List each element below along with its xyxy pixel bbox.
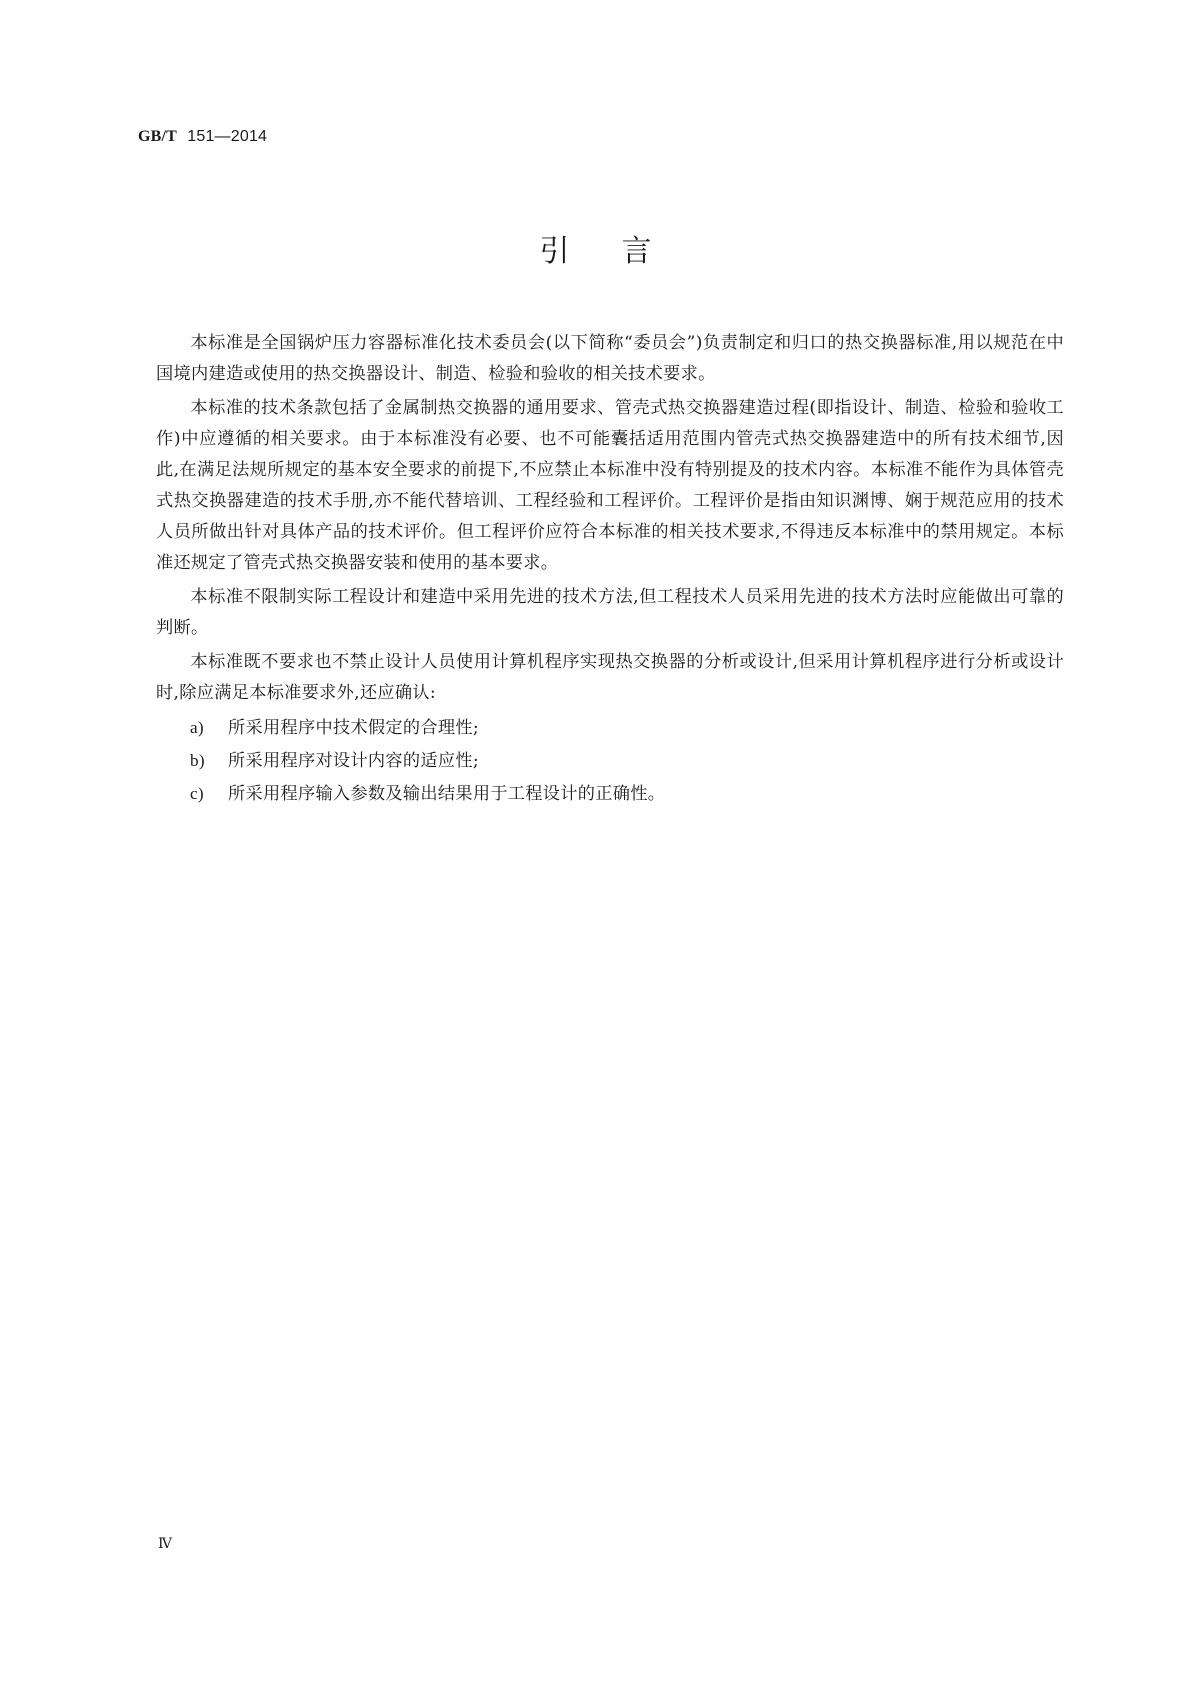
list-text: 所采用程序中技术假定的合理性;: [228, 718, 479, 738]
list-item: [156, 712, 1064, 745]
page-number: Ⅳ: [158, 1537, 172, 1552]
list-marker: b): [190, 751, 205, 770]
list-marker: a): [190, 718, 204, 737]
paragraph: 本标准的技术条款包括了金属制热交换器的通用要求、管壳式热交换器建造过程(即指设计、制造、检验和验收工作)中应遵循的相关要求。由于本标准没有必要、也不可能囊括适用范围内管壳式热交换器建造中的所有技术细节,因此,在满足法规所规定的基本安全要求的前提下,不应禁止本标准中没有特别提及的技术内容。本标准不能作为具体管壳式热交换器建造的技术手册,亦不能代替培训、工程经验和工程评价。工程评价是指由知识渊博、娴于规范应用的技术人员所做出针对具体产品的技术评价。但工程评价应符合本标准的相关技术要求,不得违反本标准中的禁用规定。本标准还规定了管壳式热交换器安装和使用的基本要求。: [156, 398, 1064, 573]
list-item: [156, 778, 1064, 811]
standard-code: GB/T: [138, 128, 178, 145]
list-item: [156, 745, 1064, 778]
standard-code-header: [138, 128, 267, 146]
paragraph: 本标准既不要求也不禁止设计人员使用计算机程序实现热交换器的分析或设计,但采用计算机程序进行分析或设计时,除应满足本标准要求外,还应确认:: [156, 652, 1064, 703]
list-text: 所采用程序对设计内容的适应性;: [228, 751, 479, 771]
list-text: 所采用程序输入参数及输出结果用于工程设计的正确性。: [228, 784, 666, 804]
page-title: 引言: [539, 234, 704, 269]
paragraph: 本标准是全国锅炉压力容器标准化技术委员会(以下简称“委员会”)负责制定和归口的热交换器标准,用以规范在中国境内建造或使用的热交换器设计、制造、检验和验收的相关技术要求。: [156, 333, 1064, 384]
list-marker: c): [190, 784, 204, 803]
paragraph: 本标准不限制实际工程设计和建造中采用先进的技术方法,但工程技术人员采用先进的技术方法时应能做出可靠的判断。: [156, 587, 1064, 638]
document-body: [156, 328, 1064, 811]
standard-number: 151—2014: [187, 128, 268, 145]
